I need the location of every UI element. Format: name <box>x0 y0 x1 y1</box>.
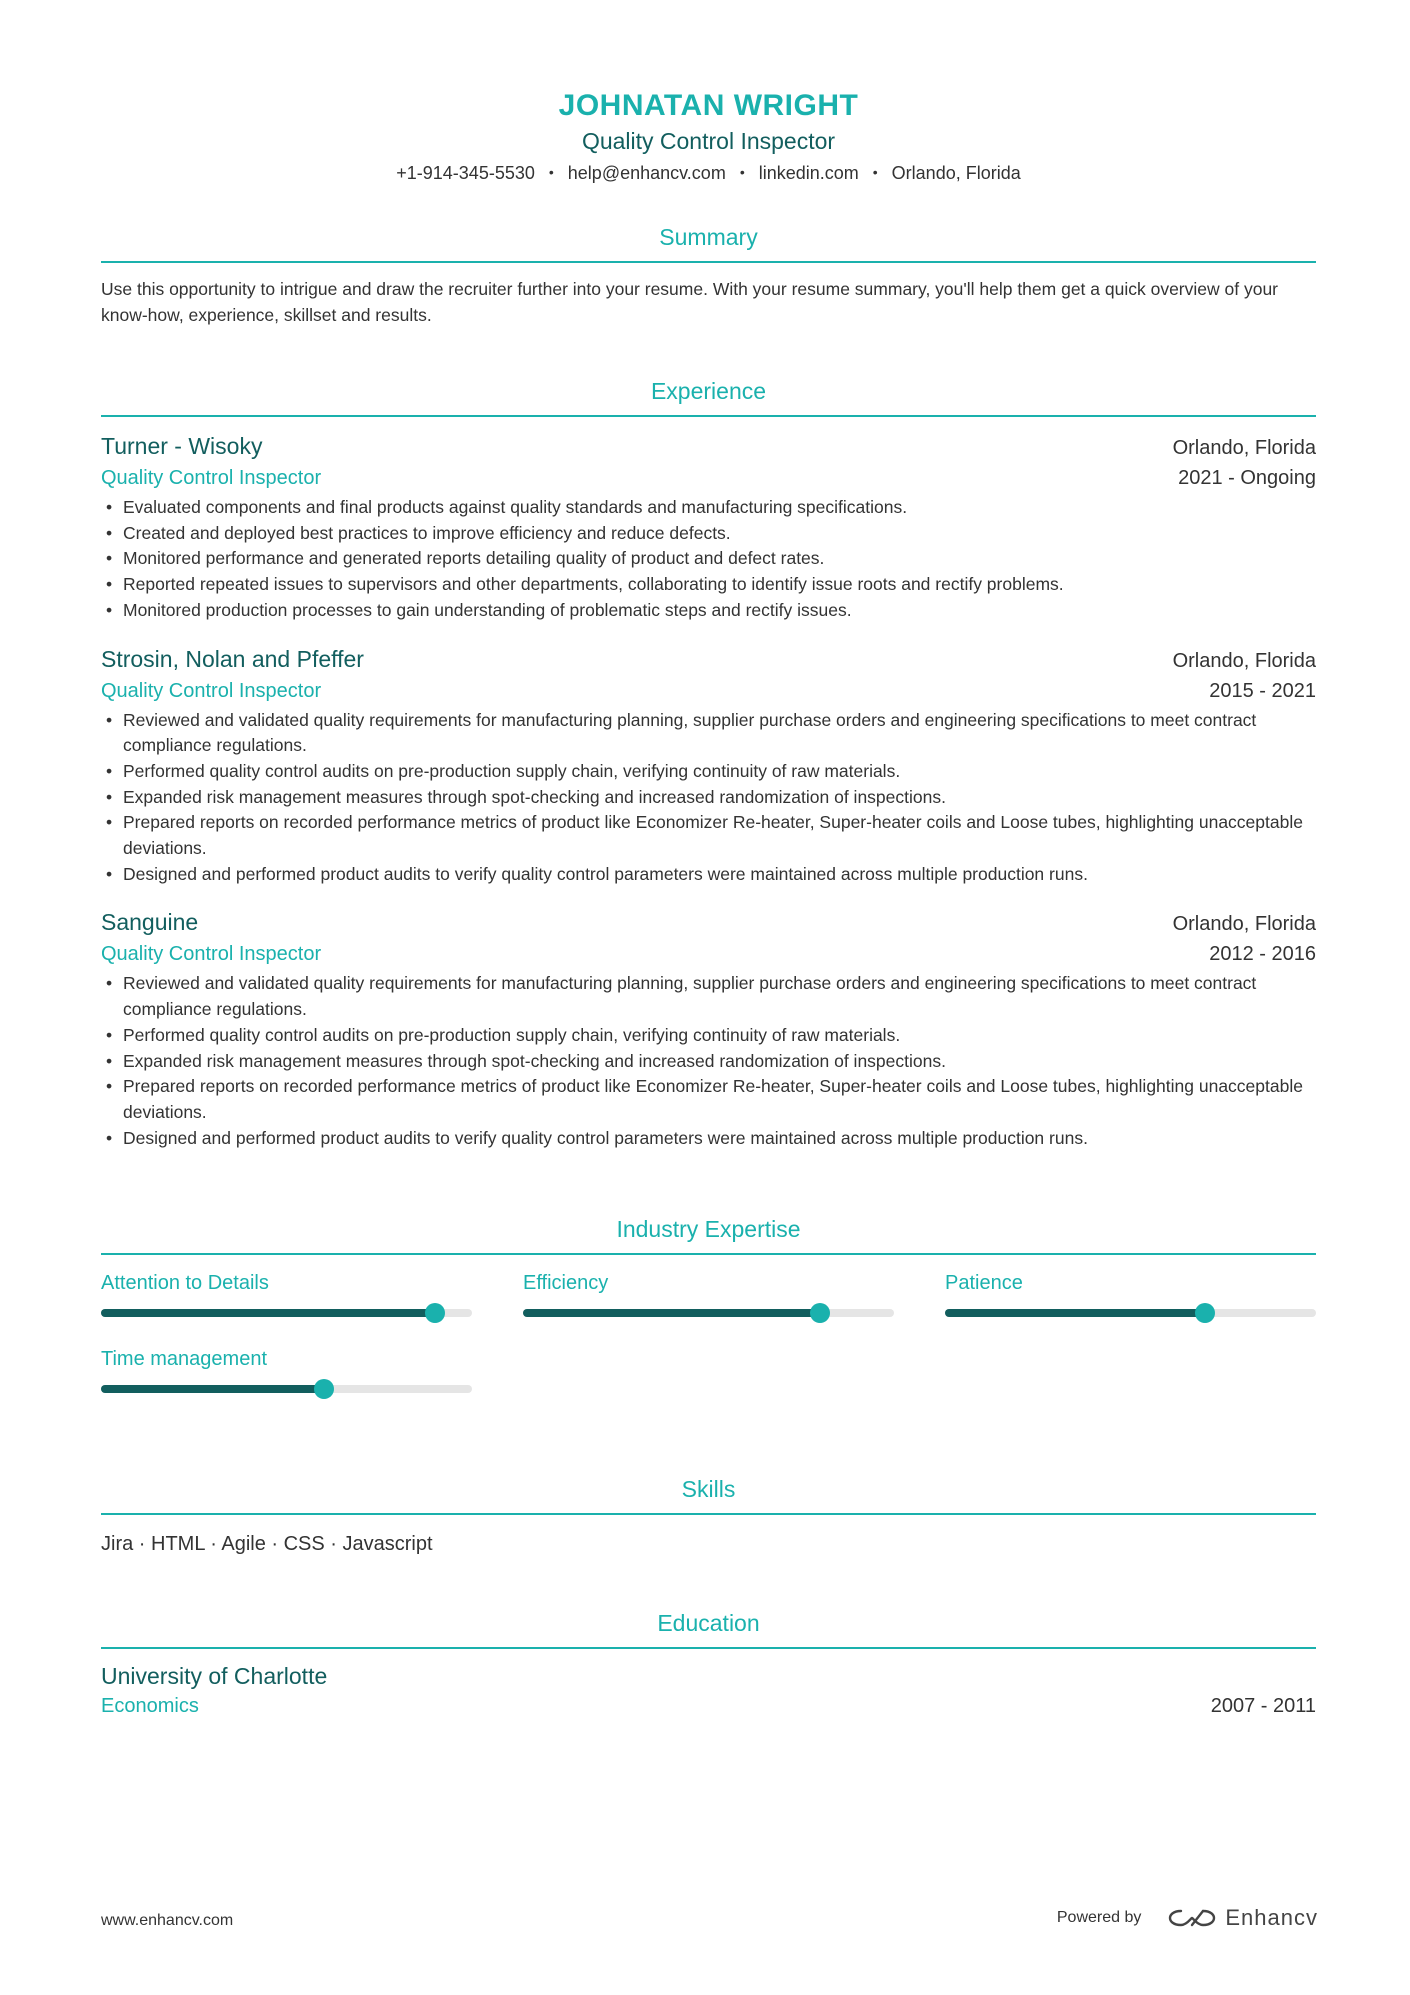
footer-website-link[interactable]: www.enhancv.com <box>101 1912 234 1929</box>
education-section <box>101 1608 1316 1721</box>
job-bullet: • Evaluated components and final products against quality standards and manufacturing specifications. <box>101 495 1316 521</box>
email-address[interactable]: help@enhancv.com <box>567 163 726 183</box>
job-bullet: • Prepared reports on recorded performance metrics of product like Economizer Re-heater, Super-heater coils and Loose tubes, highlighting unacceptable deviations. <box>101 1074 1316 1125</box>
section-divider <box>101 261 1316 263</box>
expertise-bar-fill <box>945 1309 1205 1317</box>
job-bullet: • Expanded risk management measures through spot-checking and increased randomization of inspections. <box>101 1049 1316 1075</box>
expertise-heading: Industry Expertise <box>616 1216 801 1242</box>
job-company: Turner - Wisoky <box>101 433 263 459</box>
education-school: University of Charlotte <box>101 1663 328 1689</box>
section-divider <box>101 1513 1316 1515</box>
job-bullet: • Monitored performance and generated reports detailing quality of product and defect rates. <box>101 546 1316 572</box>
job-bullet: • Expanded risk management measures through spot-checking and increased randomization of inspections. <box>101 785 1316 811</box>
candidate-title: Quality Control Inspector <box>581 128 836 154</box>
phone-number: +1-914-345-5530 <box>396 163 535 183</box>
expertise-label: Attention to Details <box>101 1272 269 1294</box>
job-bullets <box>101 708 1316 888</box>
education-entry <box>101 1661 1316 1721</box>
skills-section <box>101 1474 1316 1559</box>
expertise-bar-fill <box>523 1309 820 1317</box>
expertise-bar-knob <box>810 1303 830 1323</box>
expertise-label: Patience <box>945 1272 1023 1294</box>
job-location: Orlando, Florida <box>1172 649 1316 672</box>
expertise-section <box>101 1214 1316 1393</box>
expertise-bar-fill <box>101 1309 435 1317</box>
skills-list: Jira · HTML · Agile · CSS · Javascript <box>101 1533 433 1555</box>
footer-branding <box>1057 1904 1318 1932</box>
job-bullet: • Performed quality control audits on pre-production supply chain, verifying continuity of raw materials. <box>101 1023 1316 1049</box>
job-role: Quality Control Inspector <box>101 679 322 702</box>
contact-location: Orlando, Florida <box>891 163 1021 183</box>
expertise-bar <box>523 1309 894 1317</box>
expertise-bar-knob <box>425 1303 445 1323</box>
job-bullet: • Designed and performed product audits to verify quality control parameters were maintained across multiple production runs. <box>101 1126 1316 1152</box>
section-divider <box>101 1647 1316 1649</box>
job-bullet: • Reviewed and validated quality requirements for manufacturing planning, supplier purchase orders and engineering specifications to meet contract compliance regulations. <box>101 708 1316 759</box>
resume-page <box>101 0 1316 1717</box>
job-entry <box>101 431 1316 624</box>
job-bullet: • Monitored production processes to gain understanding of problematic steps and rectify issues. <box>101 598 1316 624</box>
expertise-bar-knob <box>1195 1303 1215 1323</box>
expertise-item <box>101 1345 472 1393</box>
summary-section <box>101 222 1316 328</box>
enhancv-brand-name: Enhancv <box>1225 1905 1318 1930</box>
job-role: Quality Control Inspector <box>101 467 322 489</box>
contact-info <box>101 159 1316 186</box>
expertise-label: Time management <box>101 1348 267 1370</box>
summary-heading: Summary <box>659 224 758 250</box>
contact-separator: • <box>548 164 554 180</box>
job-entry <box>101 644 1316 888</box>
job-bullet: • Reviewed and validated quality requirements for manufacturing planning, supplier purchase orders and engineering specifications to meet contract compliance regulations. <box>101 971 1316 1022</box>
job-bullet: • Designed and performed product audits to verify quality control parameters were maintained across multiple production runs. <box>101 862 1316 888</box>
expertise-bar <box>101 1309 472 1317</box>
job-bullet: • Prepared reports on recorded performance metrics of product like Economizer Re-heater, Super-heater coils and Loose tubes, highlighting unacceptable deviations. <box>101 810 1316 861</box>
expertise-bar-fill <box>101 1385 324 1393</box>
job-period: 2021 - Ongoing <box>1178 467 1316 489</box>
job-bullets <box>101 971 1316 1151</box>
education-heading: Education <box>657 1610 760 1636</box>
experience-heading: Experience <box>650 378 767 404</box>
job-period: 2015 - 2021 <box>1209 679 1316 702</box>
resume-header <box>101 0 1316 186</box>
expertise-item <box>945 1269 1316 1317</box>
job-location: Orlando, Florida <box>1172 913 1316 936</box>
expertise-bar-knob <box>314 1379 334 1399</box>
job-bullet: • Created and deployed best practices to improve efficiency and reduce defects. <box>101 521 1316 547</box>
section-divider <box>101 1253 1316 1255</box>
candidate-name: JOHNATAN WRIGHT <box>558 89 859 122</box>
job-company: Strosin, Nolan and Pfeffer <box>101 645 364 672</box>
job-company: Sanguine <box>101 909 199 936</box>
expertise-item <box>523 1269 894 1317</box>
expertise-bar <box>945 1309 1316 1317</box>
job-bullet: • Reported repeated issues to supervisors and other departments, collaborating to identify issue roots and rectify problems. <box>101 572 1316 598</box>
expertise-grid <box>101 1269 1316 1393</box>
expertise-bar <box>101 1385 472 1393</box>
job-period: 2012 - 2016 <box>1209 943 1316 966</box>
skills-heading: Skills <box>681 1476 736 1502</box>
section-divider <box>101 415 1316 417</box>
education-period: 2007 - 2011 <box>1210 1695 1316 1717</box>
expertise-item <box>101 1269 472 1317</box>
contact-separator: • <box>872 164 878 180</box>
experience-section <box>101 376 1316 1151</box>
job-location: Orlando, Florida <box>1172 437 1316 459</box>
enhancv-logo-icon <box>1167 1906 1217 1930</box>
job-entry <box>101 907 1316 1151</box>
powered-by-label: Powered by <box>1056 1909 1142 1926</box>
contact-separator: • <box>739 164 745 180</box>
job-bullet: • Performed quality control audits on pre-production supply chain, verifying continuity of raw materials. <box>101 759 1316 785</box>
expertise-label: Efficiency <box>523 1272 609 1294</box>
job-bullets <box>101 495 1316 624</box>
summary-text: Use this opportunity to intrigue and draw the recruiter further into your resume. With your resume summary, you'll help them get a quick overview of your know-how, experience, skillset and results. <box>101 279 1279 325</box>
job-role: Quality Control Inspector <box>101 943 322 966</box>
linkedin-link[interactable]: linkedin.com <box>758 163 859 183</box>
education-field: Economics <box>101 1695 199 1717</box>
